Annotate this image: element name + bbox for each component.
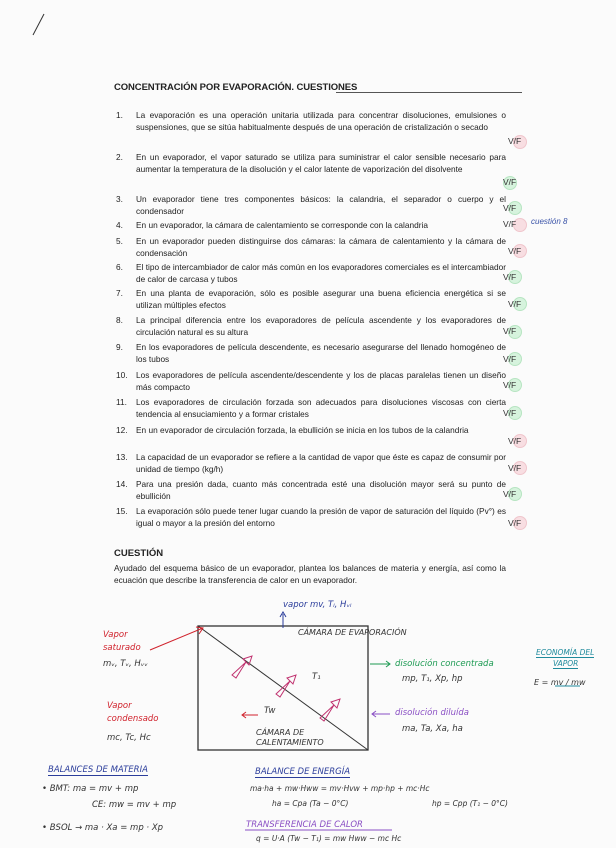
label-vapor-condensado-vars: mc, Tc, Hc <box>107 733 151 743</box>
answer-vf: V/F <box>503 408 517 418</box>
heat-arrows <box>232 656 340 721</box>
question-number: 12. <box>116 425 128 435</box>
page-title: CONCENTRACIÓN POR EVAPORACIÓN. CUESTIONES <box>114 82 358 93</box>
answer-vf: V/F <box>508 463 522 473</box>
question-item <box>116 219 506 233</box>
question-text: En una planta de evaporación, sólo es posible asegurar una buena eficiencia energética si se utilizan múltiples efectos <box>136 288 506 310</box>
cuestion-heading: CUESTIÓN <box>114 548 164 559</box>
question-item <box>116 424 506 450</box>
answer-vf: V/F <box>503 354 517 364</box>
answer-vf: V/F <box>503 177 517 187</box>
question-text: En los evaporadores de película descendente, es necesario asegurarse del llenado homogéneo de los tubos <box>136 342 506 364</box>
question-text: La evaporación sólo puede tener lugar cuando la presión de vapor de saturación del líquido (Pv°) es igual o mayor a la presión del entorno <box>136 506 506 528</box>
answer-vf: V/F <box>503 272 517 282</box>
transferencia-heading: TRANSFERENCIA DE CALOR <box>246 820 363 830</box>
question-number: 2. <box>116 152 123 162</box>
question-text: Para una presión dada, cuanto más concentrada esté una disolución mayor será su punto de ebullición <box>136 479 506 501</box>
answer-vf: V/F <box>508 136 522 146</box>
question-text: La capacidad de un evaporador se refiere a la cantidad de vapor que éste es capaz de consumir por unidad de tiempo (kg/h) <box>136 452 506 474</box>
label-vapor-condensado-1: Vapor <box>107 701 132 711</box>
question-text: La principal diferencia entre los evaporadores de película ascendente y los evaporadores de circulación natural es su altura <box>136 315 506 337</box>
question-number: 14. <box>116 479 128 489</box>
label-vapor-condensado-2: condensado <box>107 714 159 724</box>
transferencia-eq: q = U·A (Tw − T₁) = mw Hww − mc Hc <box>256 834 402 843</box>
balance-bmt: • BMT: ma = mv + mp <box>42 784 139 794</box>
answer-vf: V/F <box>503 380 517 390</box>
label-disolucion-concentrada-vars: mp, T₁, Xp, hp <box>402 674 463 684</box>
question-item <box>116 151 506 189</box>
label-disolucion-concentrada: disolución concentrada <box>395 659 494 669</box>
question-number: 8. <box>116 315 123 325</box>
question-number: 13. <box>116 452 128 462</box>
question-item <box>116 396 506 422</box>
question-item <box>116 261 506 287</box>
label-disolucion-diluida-vars: ma, Ta, Xa, ha <box>402 724 463 734</box>
question-text: El tipo de intercambiador de calor más común en los evaporadores comerciales es el intercambiador de calor de carcasa y tubos <box>136 262 506 284</box>
question-number: 9. <box>116 342 123 352</box>
label-camara-calentamiento: CÁMARA DE CALENTAMIENTO <box>256 728 324 747</box>
balance-energia-heading: BALANCE DE ENERGÍA <box>255 767 351 777</box>
answer-vf: V/F <box>503 489 517 499</box>
question-item <box>116 287 506 313</box>
balance-bsol: • BSOL → ma · Xa = mp · Xp <box>42 823 164 833</box>
question-item <box>116 314 506 340</box>
question-item <box>116 109 506 147</box>
economia-equation: E = mv / mw <box>534 678 586 687</box>
question-text: La evaporación es una operación unitaria utilizada para concentrar disoluciones, emulsiones o suspensiones, que se sitúa habitualmente después de una operación de cristalización o secado <box>136 110 506 132</box>
question-number: 15. <box>116 506 128 516</box>
question-item <box>116 193 506 219</box>
label-t1: T₁ <box>312 672 321 682</box>
question-text: En un evaporador pueden distinguirse dos cámaras: la cámara de calentamiento y la cámara de condensación <box>136 236 506 258</box>
question-text: En un evaporador de circulación forzada, la ebullición se inicia en los tubos de la calandria <box>136 425 469 435</box>
question-number: 3. <box>116 194 123 204</box>
question-number: 7. <box>116 288 123 298</box>
balance-energia-eq: ma·ha + mw·Hww = mv·Hvw + mp·hp + mc·Hc <box>250 784 430 793</box>
balances-materia-heading: BALANCES DE MATERIA <box>48 765 148 775</box>
question-text: Un evaporador tiene tres componentes básicos: la calandria, el separador o cuerpo y el condensador <box>136 194 506 216</box>
question-text: Los evaporadores de circulación forzada son adecuados para disoluciones viscosas con cierta tendencia al ensuciamiento y a formar cristales <box>136 397 506 419</box>
label-disolucion-diluida: disolución diluída <box>395 708 469 718</box>
question-item <box>116 505 506 531</box>
side-note: cuestión 8 <box>531 217 568 226</box>
label-vapor-saturado-1: Vapor <box>103 630 128 640</box>
question-number: 1. <box>116 110 123 120</box>
title-underline <box>336 92 522 93</box>
question-number: 11. <box>116 397 127 407</box>
answer-vf: V/F <box>503 203 517 213</box>
arrow-steam-in <box>150 628 203 650</box>
label-vapor-saturado-2: saturado <box>103 643 141 653</box>
answer-vf: V/F <box>503 326 517 336</box>
enthalpy-product: hp = Cpp (T₁ − 0°C) <box>432 799 508 808</box>
answer-vf: V/F <box>508 518 522 528</box>
label-economia-1: ECONOMÍA DEL <box>536 648 595 657</box>
label-economia-2: VAPOR <box>553 659 579 668</box>
question-text: En un evaporador, la cámara de calentamiento se corresponde con la calandria <box>136 220 428 230</box>
label-camara-evaporacion: CÁMARA DE EVAPORACIÓN <box>298 628 407 637</box>
question-item <box>116 478 506 504</box>
question-number: 5. <box>116 236 123 246</box>
label-vapor-saturado-vars: mᵥ, Tᵥ, Hᵥᵥ <box>103 659 148 669</box>
question-item <box>116 341 506 367</box>
question-text: En un evaporador, el vapor saturado se utiliza para suministrar el calor sensible necesario para aumentar la temperatura de la disolución y el calor latente de vaporización del disolvente <box>136 152 506 174</box>
question-item <box>116 451 506 477</box>
label-tw: Tw <box>264 706 276 716</box>
answer-vf: V/F <box>508 246 522 256</box>
answer-vf: V/F <box>508 299 522 309</box>
enthalpy-feed: ha = Cpa (Ta − 0°C) <box>272 799 349 808</box>
label-vapor-out: vapor mv, Tₗ, Hᵥₗ <box>283 600 352 610</box>
question-item <box>116 369 506 395</box>
pen-stroke <box>33 14 44 35</box>
question-text: Los evaporadores de película ascendente/descendente y los de placas paralelas tienen un diseño más compacto <box>136 370 506 392</box>
question-number: 10. <box>116 370 128 380</box>
cuestion-text: Ayudado del esquema básico de un evaporador, plantea los balances de materia y energía, así como la ecuación que describe la transferencia de calor en un evaporador. <box>114 563 506 585</box>
question-number: 6. <box>116 262 123 272</box>
question-item <box>116 235 506 261</box>
answer-vf: V/F <box>503 219 517 229</box>
balance-ce: CE: mw = mv + mp <box>92 800 177 810</box>
question-number: 4. <box>116 220 123 230</box>
answer-vf: V/F <box>508 436 522 446</box>
